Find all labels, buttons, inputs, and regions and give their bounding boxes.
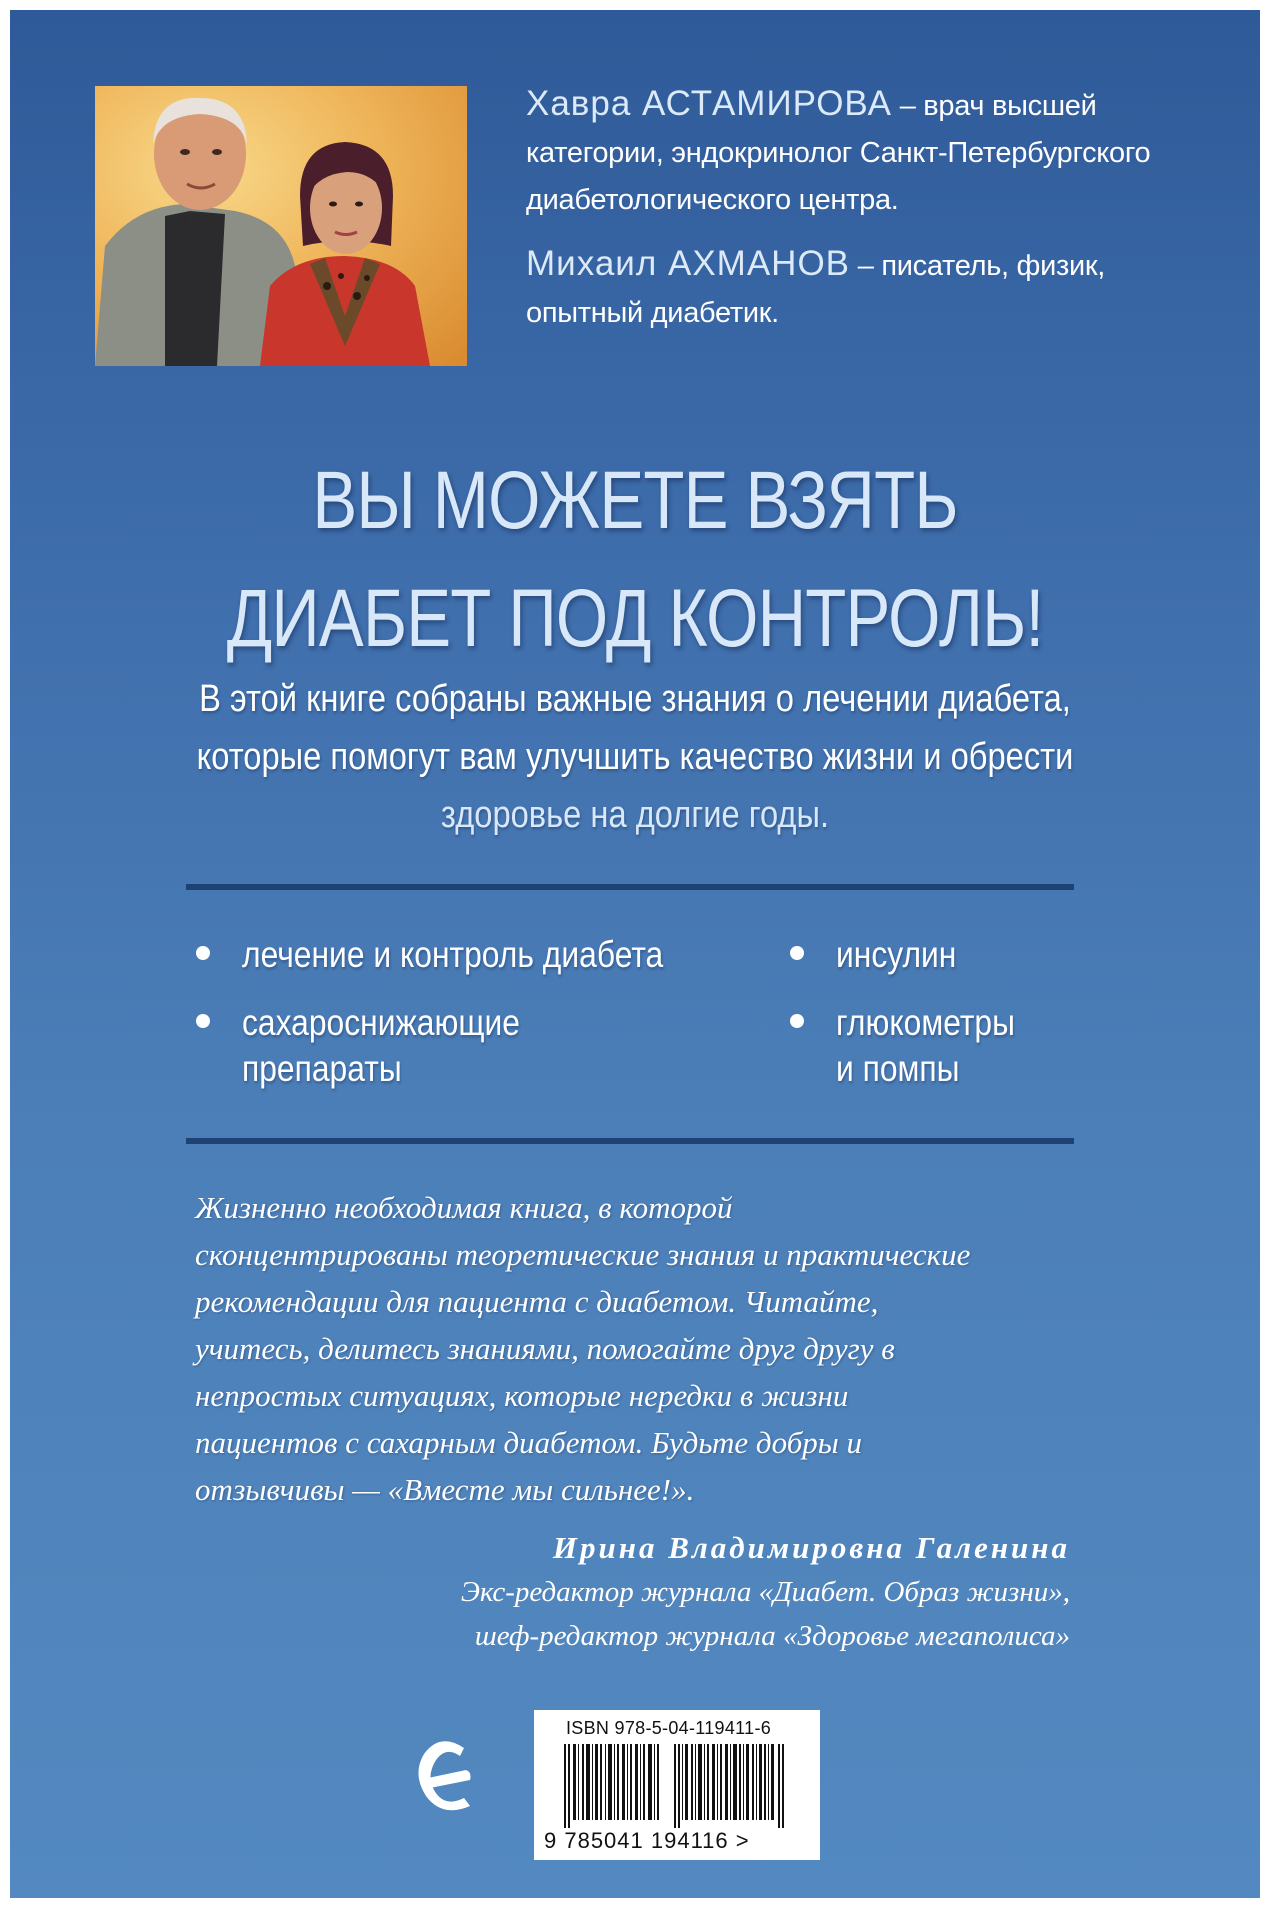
quote-author: Ирина Владимировна Галенина bbox=[552, 1530, 1070, 1565]
topic-item: лечение и контроль диабета bbox=[242, 932, 732, 978]
quote-line: рекомендации для пациента с диабетом. Читайте, bbox=[195, 1284, 879, 1319]
quote-line: отзывчивы — «Вместе мы сильнее!». bbox=[195, 1472, 695, 1507]
author-block-akhmanov bbox=[526, 240, 1166, 337]
authors-photo-illustration bbox=[95, 86, 467, 366]
authors-info bbox=[526, 80, 1166, 337]
quote-author-role: Экс-редактор журнала «Диабет. Образ жизни», bbox=[460, 1576, 1070, 1608]
summary-line: В этой книге собраны важные знания о лечении диабета, bbox=[199, 678, 1071, 720]
quote-line: учитесь, делитесь знаниями, помогайте друг другу в bbox=[195, 1331, 895, 1366]
author-name: Михаил АХМАНОВ bbox=[526, 244, 851, 283]
author-description: диабетологического центра. bbox=[526, 184, 899, 216]
headline-line-1: ВЫ МОЖЕТЕ ВЗЯТЬ bbox=[312, 455, 958, 546]
author-description: категории, эндокринолог Санкт-Петербургского bbox=[526, 137, 1151, 169]
summary-line: которые помогут вам улучшить качество жизни и обрести bbox=[196, 736, 1074, 778]
quote-line: пациентов с сахарным диабетом. Будьте добры и bbox=[195, 1425, 863, 1460]
author-block-astamirova bbox=[526, 80, 1166, 224]
quote-author-role: шеф-редактор журнала «Здоровье мегаполиса» bbox=[474, 1620, 1070, 1652]
topic-item: глюкометры и помпы bbox=[836, 1000, 1044, 1092]
barcode-icon bbox=[564, 1744, 792, 1828]
topic-item: инсулин bbox=[836, 932, 976, 978]
barcode-panel bbox=[534, 1710, 820, 1860]
quote-line: сконцентрированы теоретические знания и практические bbox=[195, 1237, 971, 1272]
topic-item: сахароснижающие препараты bbox=[242, 1000, 565, 1092]
review-quote bbox=[195, 1184, 1095, 1513]
headline bbox=[123, 442, 1148, 678]
bullet-icon bbox=[196, 1014, 210, 1028]
author-name: Хавра АСТАМИРОВА bbox=[526, 84, 892, 123]
quote-line: Жизненно необходимая книга, в которой bbox=[195, 1190, 733, 1225]
book-summary bbox=[98, 670, 1173, 844]
isbn-text: ISBN 978-5-04-119411-6 bbox=[566, 1718, 772, 1738]
bullet-icon bbox=[196, 946, 210, 960]
divider-top bbox=[186, 884, 1074, 890]
quote-line: непростых ситуациях, которые нередки в жизни bbox=[195, 1378, 849, 1413]
authors-photo bbox=[95, 86, 467, 366]
author-description: – писатель, физик, bbox=[857, 250, 1106, 282]
headline-line-2: ДИАБЕТ ПОД КОНТРОЛЬ! bbox=[226, 573, 1044, 664]
author-description: – врач высшей bbox=[899, 90, 1097, 122]
bullet-icon bbox=[790, 1014, 804, 1028]
divider-bottom bbox=[186, 1138, 1074, 1144]
author-description: опытный диабетик. bbox=[526, 297, 779, 329]
book-back-cover bbox=[10, 10, 1260, 1898]
publisher-logo-icon bbox=[412, 1726, 482, 1826]
barcode-digits: 9 785041 194116 > bbox=[544, 1828, 750, 1853]
topics-list bbox=[10, 932, 1260, 1112]
bullet-icon bbox=[790, 946, 804, 960]
quote-signature bbox=[461, 1526, 1070, 1658]
summary-line: здоровье на долгие годы. bbox=[440, 794, 830, 836]
